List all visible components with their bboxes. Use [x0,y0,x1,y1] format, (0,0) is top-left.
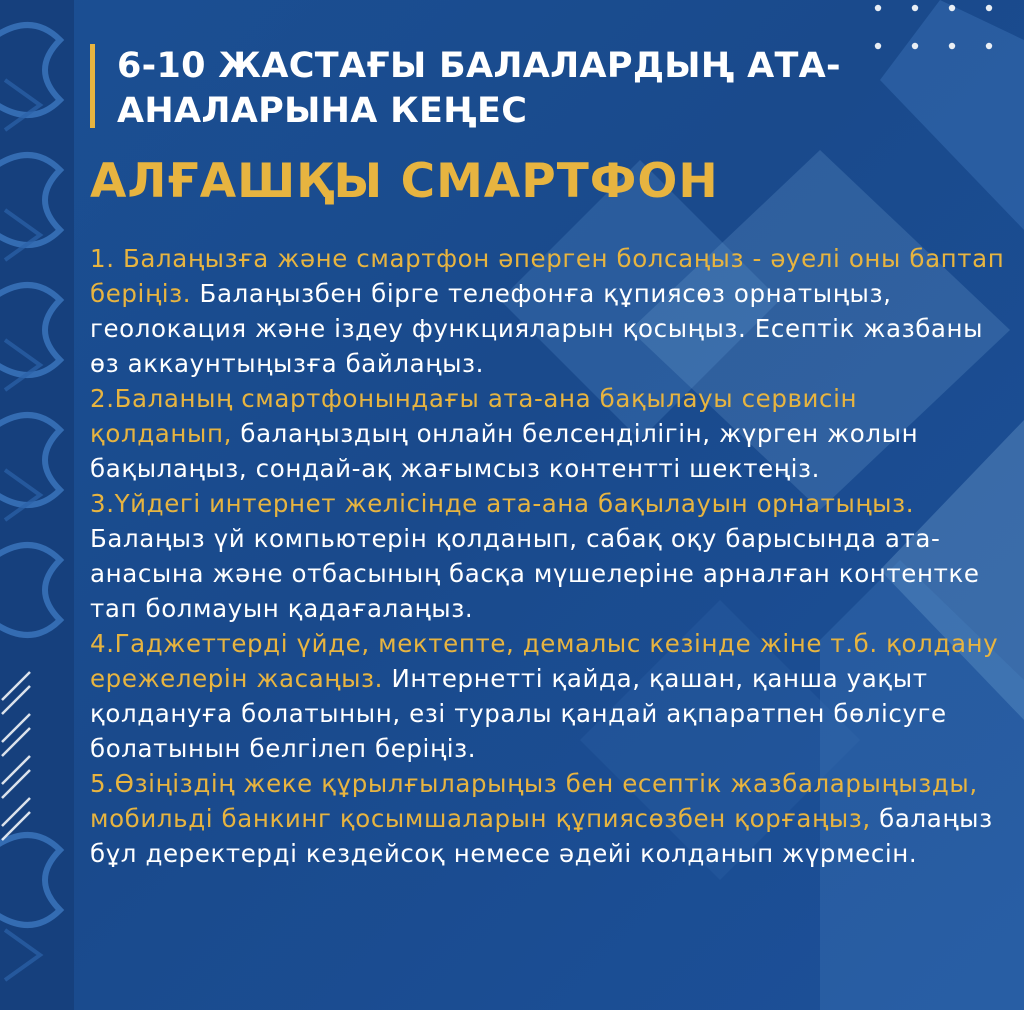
advice-item-2-highlight: 2.Баланың смартфонындағы ата-ана бақылауы сервисін қолданып, [90,384,858,448]
advice-item-5-highlight: 5.Өзіңіздің жеке құрылғыларыңыз бен есептік жазбаларыңызды, мобильді банкинг қосымшаларын құпиясөзбен қорғаңыз, [90,769,978,833]
advice-item-3 [90,486,1005,626]
advice-item-5-text: балаңыз бұл деректерді кездейсоқ немесе әдейі колданып жүрмесін. [90,804,993,868]
subtitle-line-1: 6-10 ЖАСТАҒЫ БАЛАЛАРДЫҢ АТА- [117,46,841,86]
header-block [90,30,1005,134]
advice-list [90,241,1005,871]
advice-item-1-highlight: 1. Балаңызға және смартфон әперген болсаңыз - әуелі оны баптап беріңіз. [90,244,1005,308]
advice-item-2-text: балаңыздың онлайн белсенділігін, жүрген жолын бақылаңыз, сондай-ақ жағымсыз контентті шектеңіз. [90,419,919,483]
advice-item-3-text: Балаңыз үй компьютерін қолданып, сабақ оқу барысында ата-анасына және отбасының басқа мүшелеріне арналған контентке тап болмауын қадағалаңыз. [90,524,980,623]
accent-bar [90,44,95,128]
advice-item-4-text: Интернетті қайда, қашан, қанша уақыт қолдануға болатынын, езі туралы қандай ақпаратпен бөлісуге болатынын белгілеп беріңіз. [90,664,947,763]
advice-item-1-text: Балаңызбен бірге телефонға құпиясөз орнатыңыз, геолокация және іздеу функцияларын қосыңыз. Есептік жазбаны өз аккаунтыңызға байлаңыз. [90,279,984,378]
advice-item-3-highlight: 3.Үйдегі интернет желісінде ата-ана бақылауын орнатыңыз. [90,489,915,518]
page-title: АЛҒАШҚЫ СМАРТФОН [90,154,719,209]
content-area [90,30,1005,871]
advice-item-4-highlight: 4.Гаджеттерді үйде, мектепте, демалыс кезінде жіне т.б. қолдану ережелерін жасаңыз. [90,629,999,693]
subtitle-line-2: АНАЛАРЫНА КЕҢЕС [117,91,528,131]
subtitle [117,44,841,134]
advice-item-2 [90,381,1005,486]
advice-item-5 [90,766,1005,871]
advice-item-1 [90,241,1005,381]
advice-item-4 [90,626,1005,766]
